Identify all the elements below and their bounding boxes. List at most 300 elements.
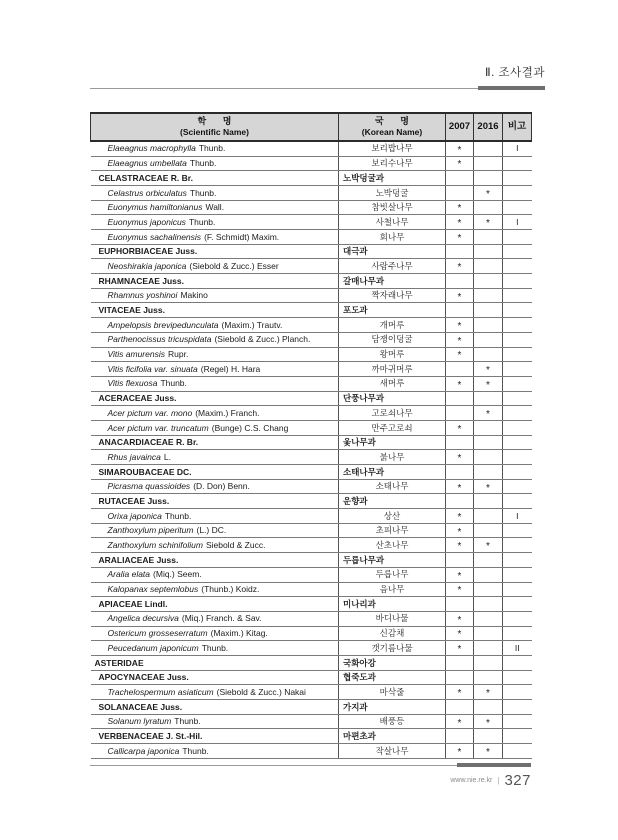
- scientific-name-cell: [91, 655, 339, 670]
- scientific-name-cell: [91, 215, 339, 230]
- table-row: [91, 450, 532, 465]
- scientific-name-cell: [91, 230, 339, 245]
- scientific-author: (Maxim.) Trautv.: [221, 319, 283, 330]
- presence-star-2016: *: [486, 541, 490, 553]
- mark-2016: [474, 303, 503, 318]
- remark: [503, 494, 532, 509]
- scientific-name: VERBENACEAE J. St.-Hil.: [98, 730, 203, 741]
- mark-2007: [446, 420, 474, 435]
- mark-2007: [446, 450, 474, 465]
- scientific-author: Thunb.: [160, 378, 187, 389]
- scientific-name-cell: [91, 626, 339, 641]
- presence-star-2007: *: [457, 717, 462, 729]
- mark-2007: [446, 465, 474, 480]
- korean-name: 회나무: [339, 230, 446, 245]
- scientific-name: Vitis amurensis: [107, 349, 165, 360]
- presence-star-2007: *: [457, 320, 462, 332]
- remark: [503, 700, 532, 715]
- korean-name: 마삭줄: [339, 685, 446, 700]
- scientific-name-cell: [91, 406, 339, 421]
- korean-name: 단풍나무과: [339, 391, 446, 406]
- korean-name: 가지과: [339, 700, 446, 715]
- korean-name: 산초나무: [339, 538, 446, 553]
- col-header-2016: 2016: [474, 113, 503, 141]
- presence-star-2016: *: [486, 688, 490, 700]
- scientific-name-cell: [91, 744, 339, 759]
- table-row: [91, 156, 532, 171]
- table-row: [91, 509, 532, 524]
- col-header-korean-ko: 국 명: [375, 116, 409, 126]
- scientific-author: Thunb.: [189, 187, 217, 198]
- scientific-name-cell: [91, 362, 339, 377]
- presence-star-2016: *: [486, 409, 490, 421]
- presence-star-2007: *: [457, 585, 462, 597]
- scientific-name-cell: [91, 567, 339, 582]
- remark: [503, 729, 532, 744]
- mark-2007: [446, 244, 474, 259]
- scientific-name-cell: [91, 288, 339, 303]
- korean-name: 보리수나무: [339, 156, 446, 171]
- mark-2016: [474, 450, 503, 465]
- table-row: [91, 553, 532, 568]
- table-row: [91, 347, 532, 362]
- remark: [503, 259, 532, 274]
- remark: [503, 582, 532, 597]
- mark-2016: [474, 465, 503, 480]
- species-table: [90, 112, 532, 759]
- mark-2016: [474, 332, 503, 347]
- table-row: [91, 171, 532, 186]
- korean-name: 작살나무: [339, 744, 446, 759]
- scientific-name-cell: [91, 420, 339, 435]
- remark: I: [503, 215, 532, 230]
- table-row: [91, 626, 532, 641]
- scientific-name-cell: [91, 185, 339, 200]
- table-row: [91, 185, 532, 200]
- scientific-name: SIMAROUBACEAE DC.: [98, 466, 192, 477]
- table-row: [91, 303, 532, 318]
- scientific-name: APOCYNACEAE Juss.: [98, 672, 189, 683]
- presence-star-2007: *: [457, 144, 462, 156]
- mark-2016: [474, 597, 503, 612]
- mark-2016: [474, 567, 503, 582]
- korean-name: 고로쇠나무: [339, 406, 446, 421]
- presence-star-2016: *: [486, 188, 490, 200]
- scientific-author: Makino: [180, 290, 208, 301]
- remark: [503, 406, 532, 421]
- table-row: [91, 567, 532, 582]
- presence-star-2007: *: [457, 232, 462, 244]
- presence-star-2016: *: [486, 746, 490, 758]
- table-row: [91, 494, 532, 509]
- scientific-name-cell: [91, 303, 339, 318]
- scientific-author: (Bunge) C.S. Chang: [211, 422, 289, 433]
- korean-name: 새머루: [339, 376, 446, 391]
- remark: [503, 670, 532, 685]
- presence-star-2007: *: [457, 526, 462, 538]
- scientific-name-cell: [91, 538, 339, 553]
- mark-2016: [474, 685, 503, 700]
- table-header: [91, 113, 532, 141]
- scientific-name: CELASTRACEAE R. Br.: [98, 172, 193, 183]
- remark: II: [503, 641, 532, 656]
- korean-name: 짝자래나무: [339, 288, 446, 303]
- scientific-name: SOLANACEAE Juss.: [98, 701, 183, 712]
- table-body: [91, 141, 532, 758]
- table-row: [91, 597, 532, 612]
- mark-2007: [446, 332, 474, 347]
- scientific-name: RHAMNACEAE Juss.: [98, 275, 184, 286]
- mark-2007: [446, 259, 474, 274]
- mark-2007: [446, 171, 474, 186]
- mark-2016: [474, 347, 503, 362]
- korean-name: 소태나무과: [339, 465, 446, 480]
- scientific-name: Euonymus hamiltonianus: [107, 202, 203, 213]
- korean-name: 만주고로쇠: [339, 420, 446, 435]
- presence-star-2007: *: [457, 423, 462, 435]
- scientific-name-cell: [91, 318, 339, 333]
- scientific-author: Wall.: [205, 202, 225, 213]
- mark-2016: [474, 744, 503, 759]
- scientific-author: (Miq.) Seem.: [153, 569, 202, 580]
- mark-2007: [446, 597, 474, 612]
- presence-star-2007: *: [457, 688, 462, 700]
- remark: [503, 685, 532, 700]
- footer-rule-accent: [457, 763, 531, 767]
- mark-2016: [474, 655, 503, 670]
- remark: [503, 288, 532, 303]
- scientific-name: Picrasma quassioides: [107, 481, 191, 492]
- scientific-name: APIACEAE Lindl.: [98, 598, 168, 609]
- remark: I: [503, 141, 532, 156]
- korean-name: 음나무: [339, 582, 446, 597]
- scientific-name: Kalopanax septemlobus: [107, 584, 199, 595]
- presence-star-2007: *: [457, 614, 462, 626]
- mark-2007: [446, 509, 474, 524]
- mark-2007: [446, 274, 474, 289]
- korean-name: 갈매나무과: [339, 274, 446, 289]
- table-row: [91, 141, 532, 156]
- remark: [503, 230, 532, 245]
- korean-name: 옻나무과: [339, 435, 446, 450]
- korean-name: 소태나무: [339, 479, 446, 494]
- mark-2016: [474, 230, 503, 245]
- scientific-name: ASTERIDAE: [94, 657, 144, 668]
- scientific-name: Parthenocissus tricuspidata: [107, 334, 212, 345]
- mark-2016: [474, 185, 503, 200]
- korean-name: 담쟁이덩굴: [339, 332, 446, 347]
- remark: [503, 611, 532, 626]
- scientific-name-cell: [91, 332, 339, 347]
- page-footer: [450, 772, 531, 789]
- scientific-name-cell: [91, 465, 339, 480]
- remark: [503, 244, 532, 259]
- table-row: [91, 406, 532, 421]
- remark: [503, 597, 532, 612]
- table-row: [91, 641, 532, 656]
- presence-star-2007: *: [457, 746, 462, 758]
- mark-2007: [446, 567, 474, 582]
- scientific-name: Elaeagnus macrophylla: [107, 143, 196, 154]
- scientific-name-cell: [91, 597, 339, 612]
- presence-star-2007: *: [457, 629, 462, 641]
- remark: [503, 479, 532, 494]
- scientific-name: Ostericum grosseserratum: [107, 628, 208, 639]
- mark-2007: [446, 376, 474, 391]
- remark: [503, 200, 532, 215]
- scientific-name-cell: [91, 479, 339, 494]
- scientific-name-cell: [91, 553, 339, 568]
- mark-2007: [446, 318, 474, 333]
- table-row: [91, 332, 532, 347]
- table-row: [91, 729, 532, 744]
- remark: [503, 655, 532, 670]
- scientific-name: Peucedanum japonicum: [107, 642, 199, 653]
- scientific-name: Orixa japonica: [107, 510, 162, 521]
- scientific-author: (Siebold & Zucc.) Planch.: [214, 334, 311, 345]
- scientific-name: Celastrus orbiculatus: [107, 187, 187, 198]
- table-row: [91, 670, 532, 685]
- mark-2016: [474, 582, 503, 597]
- scientific-name: Elaeagnus umbellata: [107, 158, 187, 169]
- scientific-author: Thunb.: [198, 143, 226, 154]
- mark-2007: [446, 288, 474, 303]
- remark: [503, 303, 532, 318]
- scientific-name: ARALIACEAE Juss.: [98, 554, 179, 565]
- mark-2007: [446, 553, 474, 568]
- scientific-name: Acer pictum var. truncatum: [107, 422, 209, 433]
- mark-2007: [446, 494, 474, 509]
- korean-name: 마편초과: [339, 729, 446, 744]
- mark-2007: [446, 700, 474, 715]
- scientific-author: (Siebold & Zucc.) Nakai: [216, 686, 306, 697]
- scientific-name-cell: [91, 494, 339, 509]
- korean-name: 두릅나무: [339, 567, 446, 582]
- remark: [503, 465, 532, 480]
- remark: [503, 523, 532, 538]
- mark-2007: [446, 479, 474, 494]
- mark-2016: [474, 318, 503, 333]
- footer-separator: |: [497, 776, 500, 785]
- col-header-remark: 비고: [503, 113, 532, 141]
- mark-2016: [474, 509, 503, 524]
- scientific-name: Rhus javainca: [107, 451, 161, 462]
- table-row: [91, 611, 532, 626]
- remark: [503, 567, 532, 582]
- scientific-name-cell: [91, 582, 339, 597]
- remark: [503, 420, 532, 435]
- scientific-name: Aralia elata: [107, 569, 151, 580]
- mark-2016: [474, 141, 503, 156]
- mark-2007: [446, 685, 474, 700]
- table-row: [91, 420, 532, 435]
- scientific-author: (Miq.) Franch. & Sav.: [181, 613, 262, 624]
- page-number: 327: [504, 772, 531, 789]
- scientific-name: Solanum lyratum: [107, 716, 172, 727]
- mark-2016: [474, 670, 503, 685]
- mark-2007: [446, 406, 474, 421]
- mark-2016: [474, 259, 503, 274]
- korean-name: 개머루: [339, 318, 446, 333]
- presence-star-2007: *: [457, 262, 462, 274]
- mark-2007: [446, 347, 474, 362]
- col-header-korean-name: [339, 113, 446, 141]
- presence-star-2007: *: [457, 350, 462, 362]
- mark-2016: [474, 274, 503, 289]
- presence-star-2007: *: [457, 453, 462, 465]
- scientific-author: Rupr.: [167, 349, 189, 360]
- presence-star-2007: *: [457, 482, 462, 494]
- mark-2016: [474, 641, 503, 656]
- col-header-scientific-en: (Scientific Name): [180, 127, 249, 138]
- mark-2007: [446, 362, 474, 377]
- korean-name: 까마귀머루: [339, 362, 446, 377]
- korean-name: 초피나무: [339, 523, 446, 538]
- scientific-name-cell: [91, 200, 339, 215]
- table-row: [91, 215, 532, 230]
- scientific-author: (L.) DC.: [196, 525, 227, 536]
- mark-2007: [446, 655, 474, 670]
- table-row: [91, 362, 532, 377]
- footer-site-url: www.nie.re.kr: [450, 777, 493, 784]
- scientific-name: Zanthoxylum piperitum: [107, 525, 194, 536]
- table-row: [91, 200, 532, 215]
- table-row: [91, 655, 532, 670]
- mark-2016: [474, 714, 503, 729]
- remark: [503, 156, 532, 171]
- presence-star-2016: *: [486, 218, 490, 230]
- presence-star-2016: *: [486, 717, 490, 729]
- scientific-name-cell: [91, 729, 339, 744]
- korean-name: 미나리과: [339, 597, 446, 612]
- scientific-name-cell: [91, 141, 339, 156]
- remark: [503, 538, 532, 553]
- scientific-author: Thunb.: [201, 642, 229, 653]
- mark-2007: [446, 538, 474, 553]
- mark-2007: [446, 215, 474, 230]
- mark-2007: [446, 523, 474, 538]
- korean-name: 신감채: [339, 626, 446, 641]
- mark-2007: [446, 641, 474, 656]
- mark-2016: [474, 171, 503, 186]
- scientific-name: ACERACEAE Juss.: [98, 393, 177, 404]
- scientific-name-cell: [91, 523, 339, 538]
- scientific-name-cell: [91, 611, 339, 626]
- korean-name: 왕머루: [339, 347, 446, 362]
- mark-2016: [474, 200, 503, 215]
- table-row: [91, 376, 532, 391]
- presence-star-2007: *: [457, 218, 462, 230]
- korean-name: 바디나물: [339, 611, 446, 626]
- scientific-author: (Thunb.) Koidz.: [201, 584, 260, 595]
- scientific-name: Zanthoxylum schinifolium: [107, 540, 203, 551]
- remark: [503, 626, 532, 641]
- scientific-name: Trachelospermum asiaticum: [107, 686, 214, 697]
- remark: I: [503, 509, 532, 524]
- table-row: [91, 244, 532, 259]
- korean-name: 상산: [339, 509, 446, 524]
- presence-star-2007: *: [457, 203, 462, 215]
- header-rule-accent: [478, 86, 545, 90]
- presence-star-2007: *: [457, 335, 462, 347]
- remark: [503, 553, 532, 568]
- section-title: Ⅱ. 조사결과: [485, 67, 545, 79]
- remark: [503, 391, 532, 406]
- presence-star-2007: *: [457, 511, 462, 523]
- scientific-author: (F. Schmidt) Maxim.: [204, 231, 280, 242]
- presence-star-2016: *: [486, 482, 490, 494]
- mark-2016: [474, 391, 503, 406]
- mark-2016: [474, 376, 503, 391]
- mark-2016: [474, 435, 503, 450]
- scientific-name-cell: [91, 450, 339, 465]
- presence-star-2007: *: [457, 291, 462, 303]
- korean-name: 사철나무: [339, 215, 446, 230]
- scientific-name-cell: [91, 376, 339, 391]
- mark-2007: [446, 230, 474, 245]
- table-row: [91, 274, 532, 289]
- mark-2016: [474, 215, 503, 230]
- korean-name: 참빗살나무: [339, 200, 446, 215]
- remark: [503, 274, 532, 289]
- header-rule: [90, 88, 545, 89]
- scientific-author: Thunb.: [164, 510, 192, 521]
- scientific-name-cell: [91, 391, 339, 406]
- scientific-name: Angelica decursiva: [107, 613, 179, 624]
- korean-name: 노박덩굴: [339, 185, 446, 200]
- table-row: [91, 538, 532, 553]
- table-row: [91, 685, 532, 700]
- presence-star-2007: *: [457, 379, 462, 391]
- scientific-author: (Regel) H. Hara: [200, 363, 261, 374]
- table-row: [91, 523, 532, 538]
- mark-2016: [474, 420, 503, 435]
- scientific-name-cell: [91, 714, 339, 729]
- mark-2007: [446, 626, 474, 641]
- table-row: [91, 259, 532, 274]
- mark-2016: [474, 626, 503, 641]
- scientific-name: Callicarpa japonica: [107, 745, 180, 756]
- table-row: [91, 465, 532, 480]
- scientific-author: Thunb.: [188, 216, 216, 227]
- mark-2016: [474, 700, 503, 715]
- mark-2007: [446, 156, 474, 171]
- mark-2007: [446, 435, 474, 450]
- table-row: [91, 318, 532, 333]
- mark-2016: [474, 244, 503, 259]
- scientific-name: Neoshirakia japonica: [107, 260, 187, 271]
- remark: [503, 332, 532, 347]
- scientific-author: (Maxim.) Kitag.: [210, 628, 268, 639]
- scientific-name-cell: [91, 274, 339, 289]
- col-header-scientific-ko: 학 명: [197, 116, 232, 126]
- scientific-name: Rhamnus yoshinoi: [107, 290, 178, 301]
- korean-name: 국화아강: [339, 655, 446, 670]
- mark-2007: [446, 611, 474, 626]
- scientific-name: Vitis ficifolia var. sinuata: [107, 363, 198, 374]
- scientific-name: Vitis flexuosa: [107, 378, 158, 389]
- scientific-author: (Siebold & Zucc.) Esser: [189, 260, 279, 271]
- scientific-name: Euonymus sachalinensis: [107, 231, 202, 242]
- presence-star-2016: *: [486, 365, 490, 377]
- korean-name: 포도과: [339, 303, 446, 318]
- mark-2016: [474, 538, 503, 553]
- scientific-name-cell: [91, 171, 339, 186]
- mark-2007: [446, 582, 474, 597]
- table-row: [91, 391, 532, 406]
- mark-2016: [474, 362, 503, 377]
- scientific-author: L.: [163, 451, 171, 462]
